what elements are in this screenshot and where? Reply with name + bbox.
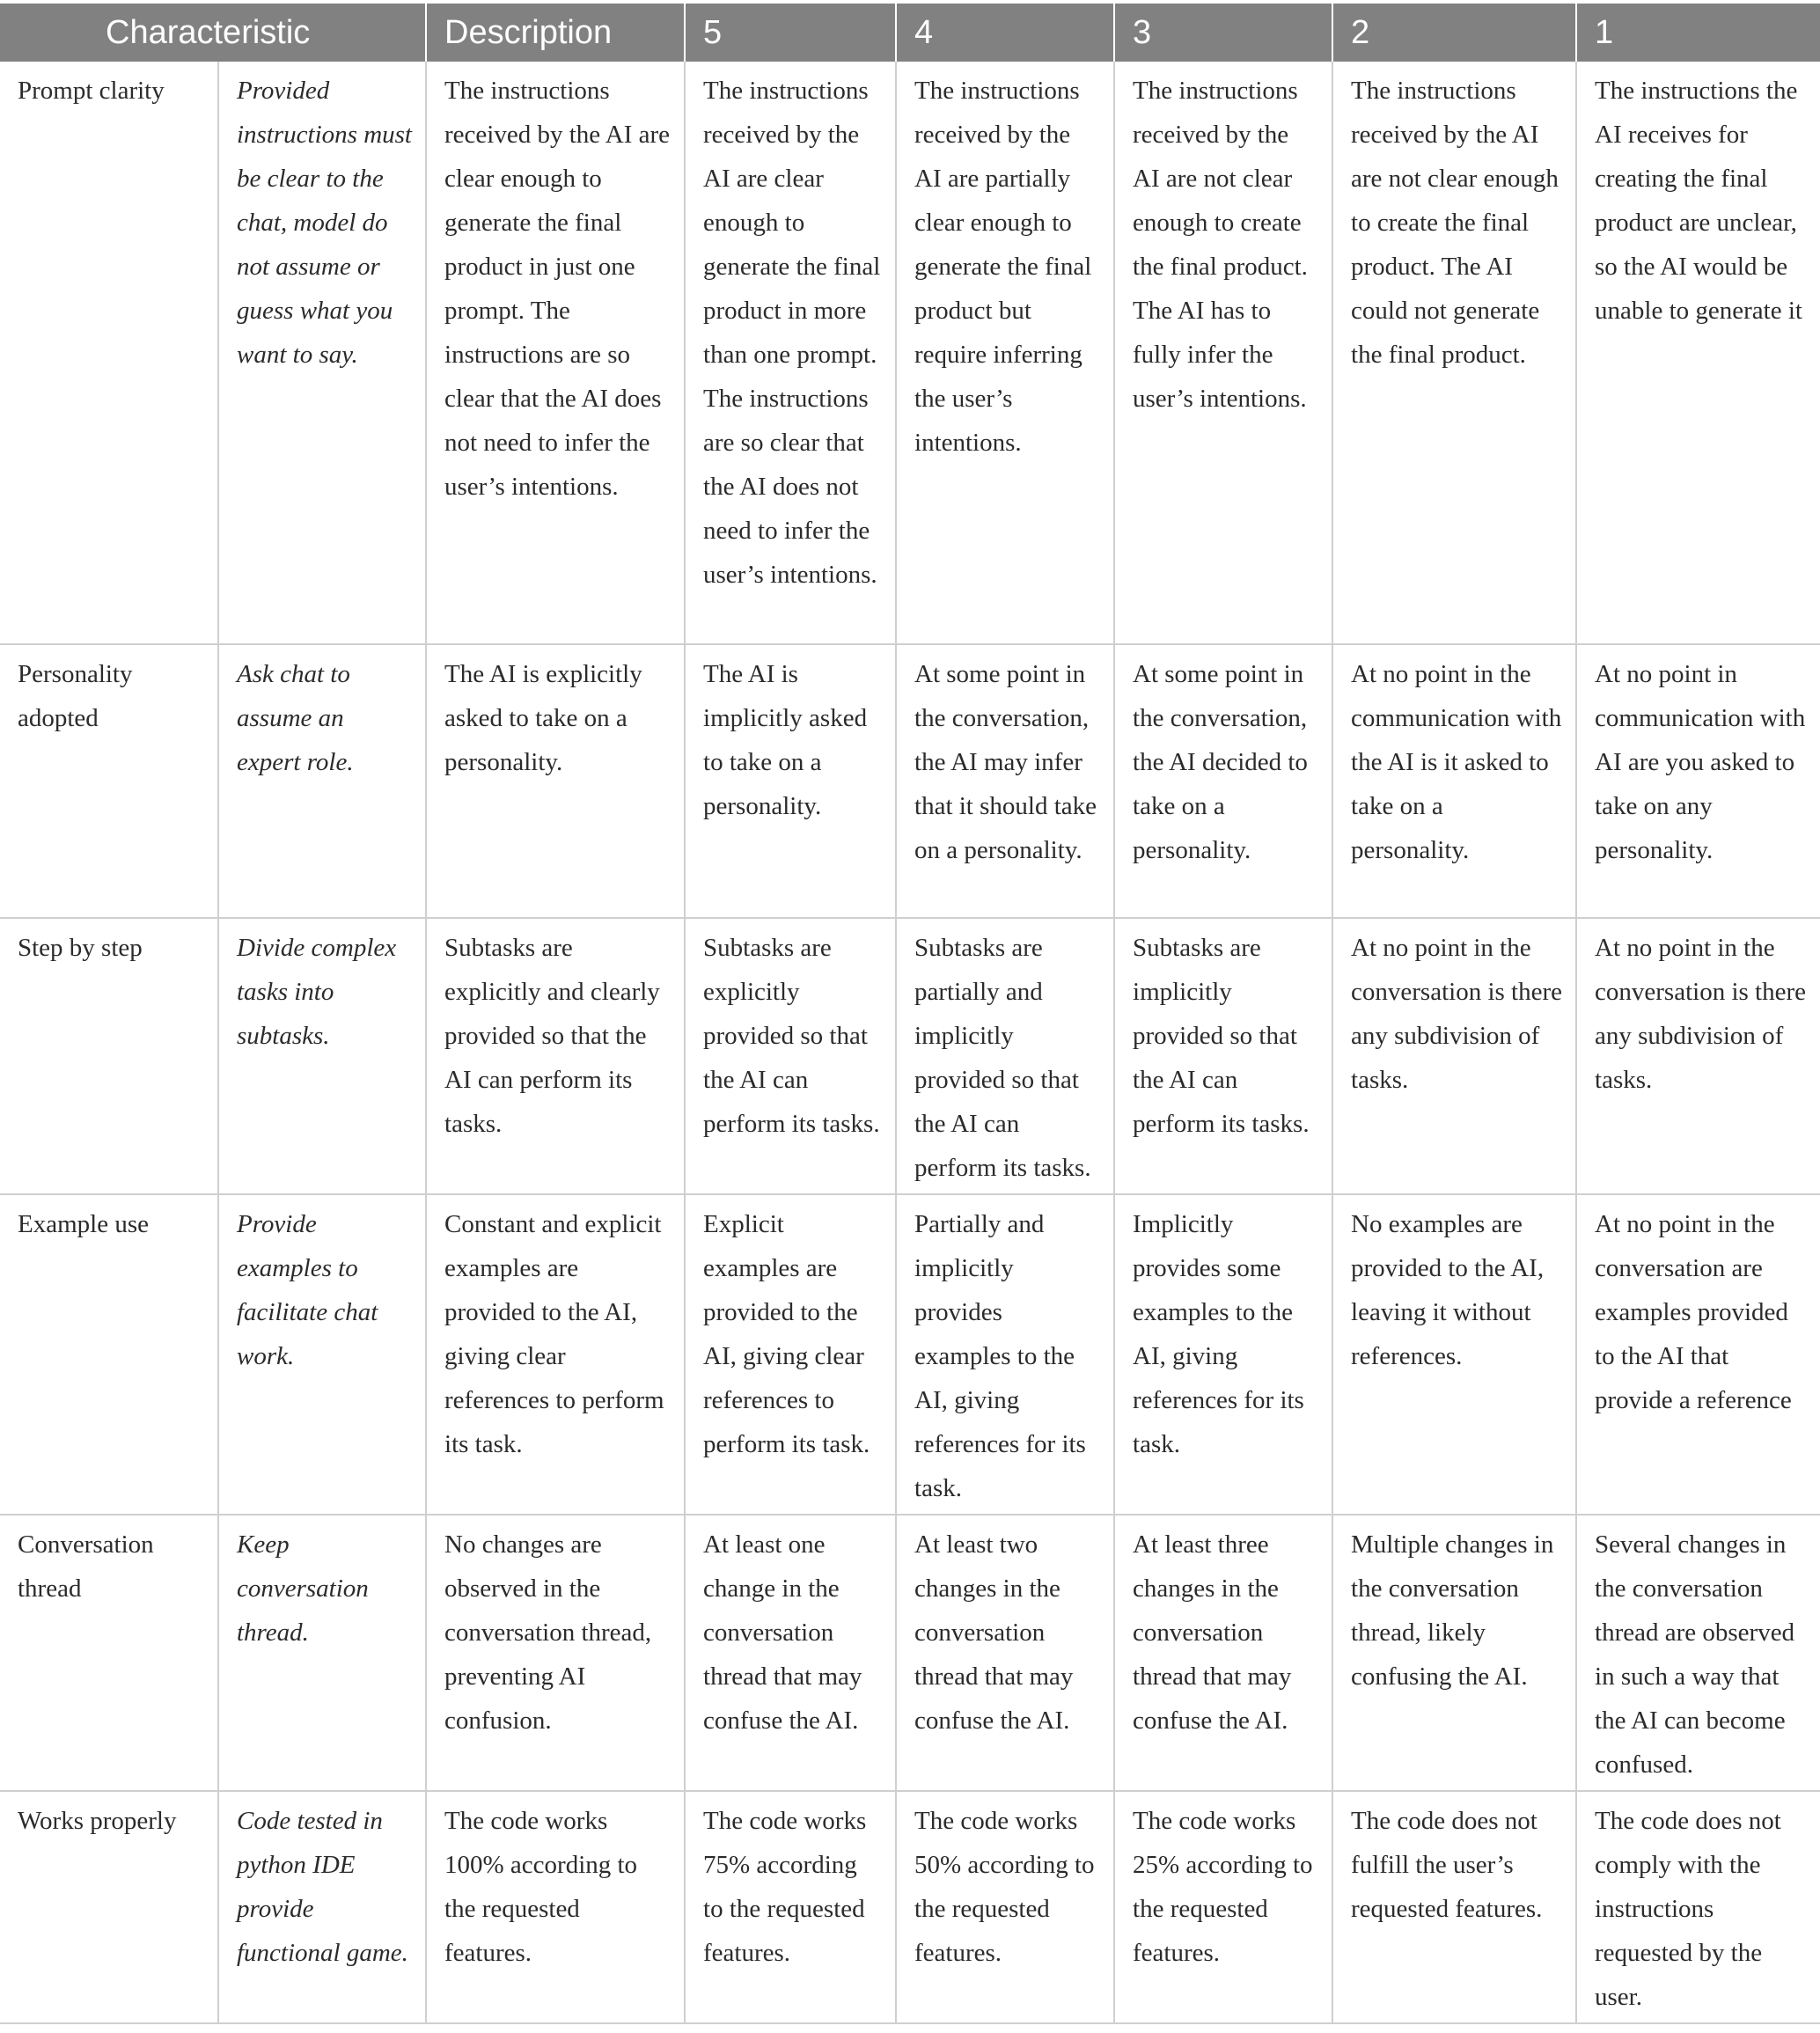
score-5-cell: At least one change in the conversation thread that may confuse the AI. (685, 1515, 896, 1791)
score-4-cell: The code works 50% according to the requested features. (896, 1791, 1114, 2023)
table-header (0, 4, 1820, 62)
score-3-cell: At some point in the conversation, the AI decided to take on a personality. (1114, 644, 1332, 918)
header-characteristic: Characteristic (0, 4, 426, 62)
header-score-2: 2 (1332, 4, 1576, 62)
score-2-cell: The code does not fulfill the user’s requested features. (1332, 1791, 1576, 2023)
table-row (0, 1791, 1820, 2023)
score-4-cell: Partially and implicitly provides examples to the AI, giving references for its task. (896, 1194, 1114, 1515)
score-5-cell: Subtasks are explicitly provided so that the AI can perform its tasks. (685, 918, 896, 1194)
score-2-cell: At no point in the communication with the AI is it asked to take on a personality. (1332, 644, 1576, 918)
score-2-cell: At no point in the conversation is there any subdivision of tasks. (1332, 918, 1576, 1194)
characteristic-name: Step by step (0, 918, 218, 1194)
score-4-cell: The instructions received by the AI are partially clear enough to generate the final product but require inferring the user’s intentions. (896, 62, 1114, 644)
level-description: The AI is explicitly asked to take on a personality. (426, 644, 685, 918)
score-5-cell: The code works 75% according to the requested features. (685, 1791, 896, 2023)
table-body (0, 62, 1820, 2023)
score-1-cell: At no point in the conversation is there any subdivision of tasks. (1576, 918, 1820, 1194)
score-4-cell: Subtasks are partially and implicitly provided so that the AI can perform its tasks. (896, 918, 1114, 1194)
level-description: Subtasks are explicitly and clearly provided so that the AI can perform its tasks. (426, 918, 685, 1194)
score-5-cell: The AI is implicitly asked to take on a personality. (685, 644, 896, 918)
score-3-cell: Subtasks are implicitly provided so that the AI can perform its tasks. (1114, 918, 1332, 1194)
score-2-cell: Multiple changes in the conversation thread, likely confusing the AI. (1332, 1515, 1576, 1791)
table-row (0, 1515, 1820, 1791)
characteristic-description: Provided instructions must be clear to the chat, model do not assume or guess what you want to say. (218, 62, 426, 644)
characteristic-description: Divide complex tasks into subtasks. (218, 918, 426, 1194)
header-description: Description (426, 4, 685, 62)
characteristic-name: Prompt clarity (0, 62, 218, 644)
header-score-1: 1 (1576, 4, 1820, 62)
score-4-cell: At some point in the conversation, the AI may infer that it should take on a personality. (896, 644, 1114, 918)
table-row (0, 1194, 1820, 1515)
score-5-cell: The instructions received by the AI are clear enough to generate the final product in more than one prompt. The instructions are so clear that the AI does not need to infer the user’s intentions. (685, 62, 896, 644)
score-4-cell: At least two changes in the conversation thread that may confuse the AI. (896, 1515, 1114, 1791)
score-2-cell: The instructions received by the AI are not clear enough to create the final product. The AI could not generate the final product. (1332, 62, 1576, 644)
score-1-cell: Several changes in the conversation thread are observed in such a way that the AI can become confused. (1576, 1515, 1820, 1791)
level-description: The code works 100% according to the requested features. (426, 1791, 685, 2023)
score-3-cell: At least three changes in the conversation thread that may confuse the AI. (1114, 1515, 1332, 1791)
header-score-3: 3 (1114, 4, 1332, 62)
score-3-cell: The code works 25% according to the requested features. (1114, 1791, 1332, 2023)
table-row (0, 644, 1820, 918)
level-description: The instructions received by the AI are clear enough to generate the final product in just one prompt. The instructions are so clear that the AI does not need to infer the user’s intentions. (426, 62, 685, 644)
characteristic-description: Keep conversation thread. (218, 1515, 426, 1791)
score-1-cell: At no point in the conversation are examples provided to the AI that provide a reference (1576, 1194, 1820, 1515)
score-3-cell: Implicitly provides some examples to the AI, giving references for its task. (1114, 1194, 1332, 1515)
score-5-cell: Explicit examples are provided to the AI, giving clear references to perform its task. (685, 1194, 896, 1515)
characteristic-name: Personality adopted (0, 644, 218, 918)
characteristic-name: Example use (0, 1194, 218, 1515)
score-1-cell: The instructions the AI receives for creating the final product are unclear, so the AI would be unable to generate it (1576, 62, 1820, 644)
rubric-table (0, 4, 1820, 2024)
score-3-cell: The instructions received by the AI are not clear enough to create the final product. The AI has to fully infer the user’s intentions. (1114, 62, 1332, 644)
level-description: Constant and explicit examples are provided to the AI, giving clear references to perform its task. (426, 1194, 685, 1515)
characteristic-name: Works properly (0, 1791, 218, 2023)
score-1-cell: At no point in communication with AI are you asked to take on any personality. (1576, 644, 1820, 918)
table-row (0, 62, 1820, 644)
header-row (0, 4, 1820, 62)
header-score-5: 5 (685, 4, 896, 62)
characteristic-description: Code tested in python IDE provide functional game. (218, 1791, 426, 2023)
table-row (0, 918, 1820, 1194)
characteristic-description: Provide examples to facilitate chat work. (218, 1194, 426, 1515)
level-description: No changes are observed in the conversation thread, preventing AI confusion. (426, 1515, 685, 1791)
characteristic-description: Ask chat to assume an expert role. (218, 644, 426, 918)
score-2-cell: No examples are provided to the AI, leaving it without references. (1332, 1194, 1576, 1515)
header-score-4: 4 (896, 4, 1114, 62)
characteristic-name: Conversation thread (0, 1515, 218, 1791)
score-1-cell: The code does not comply with the instructions requested by the user. (1576, 1791, 1820, 2023)
